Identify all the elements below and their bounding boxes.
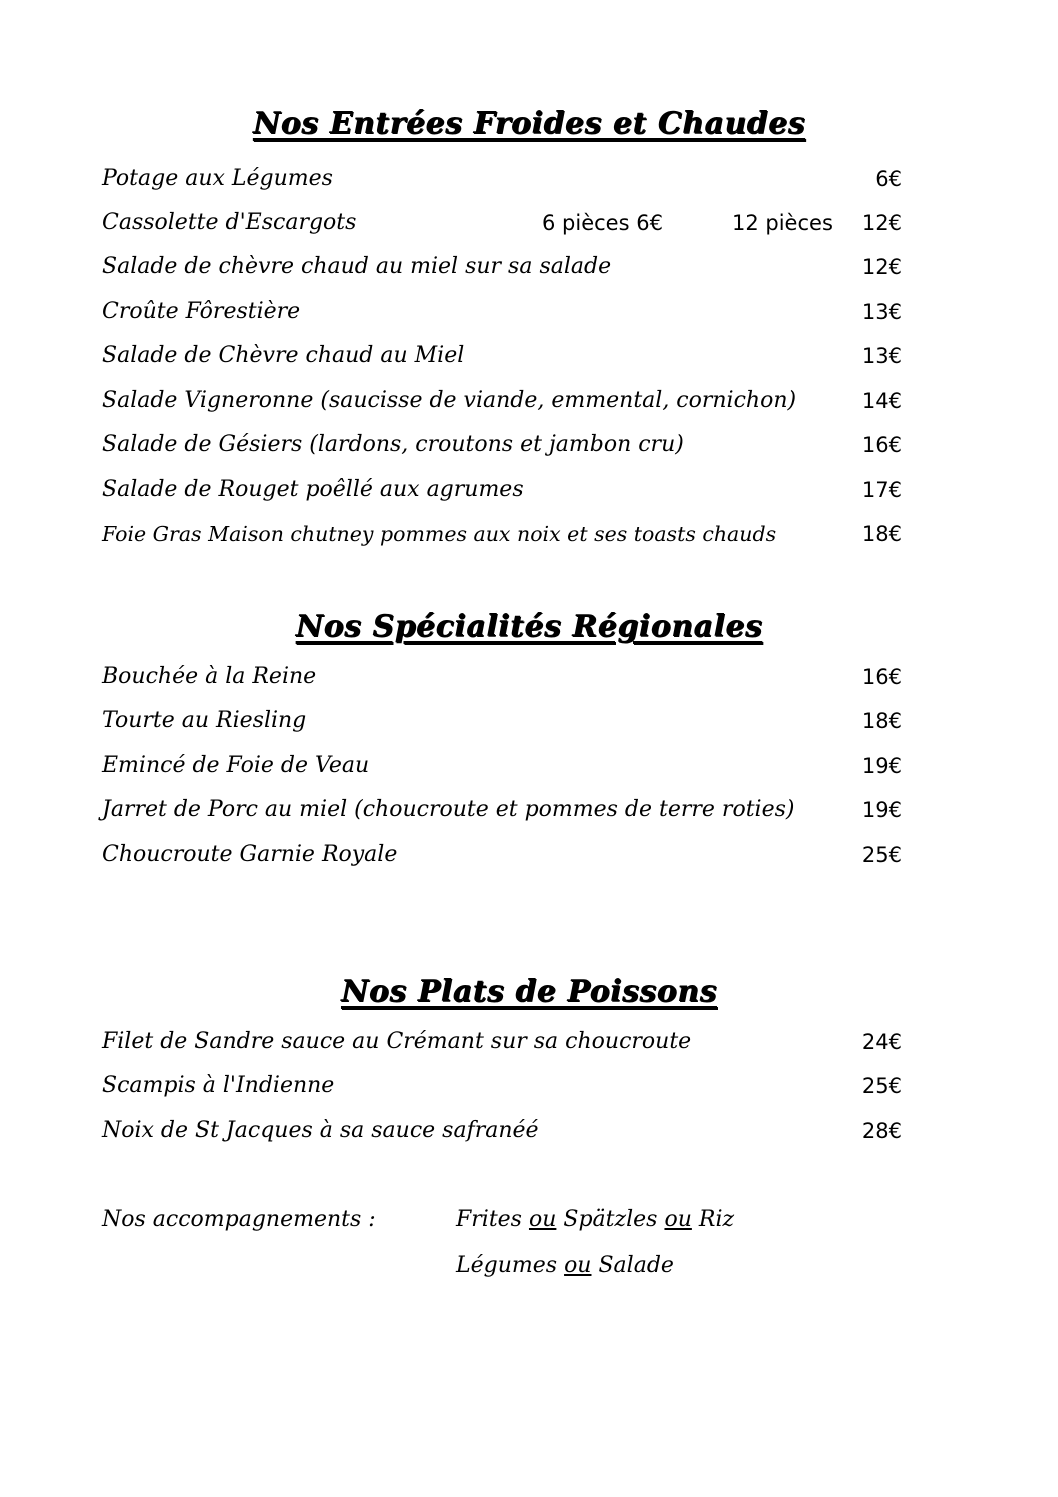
or-separator: ou <box>528 1207 557 1232</box>
side-option: Salade <box>598 1253 674 1278</box>
item-price: 14€ <box>861 389 902 413</box>
accompagnements-label: Nos accompagnements : <box>102 1207 376 1232</box>
accompagnements-line-1 <box>456 1198 734 1242</box>
item-name: Croûte Fôrestière <box>102 299 301 324</box>
menu-item <box>102 428 902 462</box>
or-separator: ou <box>664 1207 692 1232</box>
item-name: Salade de Chèvre chaud au Miel <box>102 343 465 368</box>
item-name: Salade de chèvre chaud au miel sur sa salade <box>102 254 612 279</box>
item-price: 16€ <box>861 433 902 457</box>
item-price: 19€ <box>861 798 902 822</box>
menu-item <box>102 473 902 507</box>
item-price: 25€ <box>861 843 902 867</box>
item-name: Scampis à l'Indienne <box>102 1073 335 1098</box>
item-price: 6€ <box>875 167 902 191</box>
item-name: Jarret de Porc au miel (choucroute et pommes de terre roties) <box>102 797 795 822</box>
menu-item <box>102 749 902 783</box>
menu-item <box>102 162 902 196</box>
side-option: Frites <box>456 1207 522 1232</box>
item-name: Choucroute Garnie Royale <box>102 842 398 867</box>
item-name: Bouchée à la Reine <box>102 664 317 689</box>
menu-item <box>102 704 902 738</box>
item-price: 13€ <box>861 344 902 368</box>
item-name: Potage aux Légumes <box>102 166 333 191</box>
section-title-poissons: Nos Plats de Poissons <box>340 974 717 1009</box>
item-price: 18€ <box>861 522 902 546</box>
item-price: 24€ <box>861 1030 902 1054</box>
item-name: Emincé de Foie de Veau <box>102 753 370 778</box>
item-price: 12€ <box>861 211 902 235</box>
menu-item <box>102 250 902 284</box>
item-price: 17€ <box>861 478 902 502</box>
item-name: Filet de Sandre sauce au Crémant sur sa choucroute <box>102 1029 692 1054</box>
menu-item <box>102 660 902 694</box>
side-option: Riz <box>698 1207 735 1232</box>
menu-item <box>102 1114 902 1148</box>
menu-item <box>102 1025 902 1059</box>
menu-item <box>102 339 902 373</box>
menu-item <box>102 793 902 827</box>
item-name: Tourte au Riesling <box>102 708 307 733</box>
item-name: Noix de St Jacques à sa sauce safranéé <box>102 1118 539 1143</box>
item-price: 28€ <box>861 1119 902 1143</box>
item-price: 16€ <box>861 665 902 689</box>
accompagnements-line-2 <box>456 1244 674 1288</box>
item-name: Salade Vigneronne (saucisse de viande, emmental, cornichon) <box>102 388 797 413</box>
item-price: 18€ <box>861 709 902 733</box>
menu-item <box>102 295 902 329</box>
menu-item <box>102 1069 902 1103</box>
section-title-entrees: Nos Entrées Froides et Chaudes <box>252 106 806 141</box>
item-option-6-pieces: 6 pièces 6€ <box>542 211 663 235</box>
menu-item <box>102 517 902 551</box>
item-option-12-pieces: 12 pièces <box>732 211 833 235</box>
item-price: 13€ <box>861 300 902 324</box>
section-title-specialites: Nos Spécialités Régionales <box>295 609 763 644</box>
item-name: Salade de Rouget poêllé aux agrumes <box>102 477 524 502</box>
item-name: Cassolette d'Escargots <box>102 210 357 235</box>
item-name: Salade de Gésiers (lardons, croutons et jambon cru) <box>102 432 684 457</box>
item-name: Foie Gras Maison chutney pommes aux noix et ses toasts chauds <box>102 522 777 546</box>
menu-item <box>102 838 902 872</box>
item-price: 19€ <box>861 754 902 778</box>
item-price: 25€ <box>861 1074 902 1098</box>
menu-item <box>102 384 902 418</box>
side-option: Légumes <box>456 1253 558 1278</box>
or-separator: ou <box>564 1253 592 1278</box>
side-option: Spätzles <box>563 1207 658 1232</box>
menu-item <box>102 206 902 240</box>
item-price: 12€ <box>861 255 902 279</box>
